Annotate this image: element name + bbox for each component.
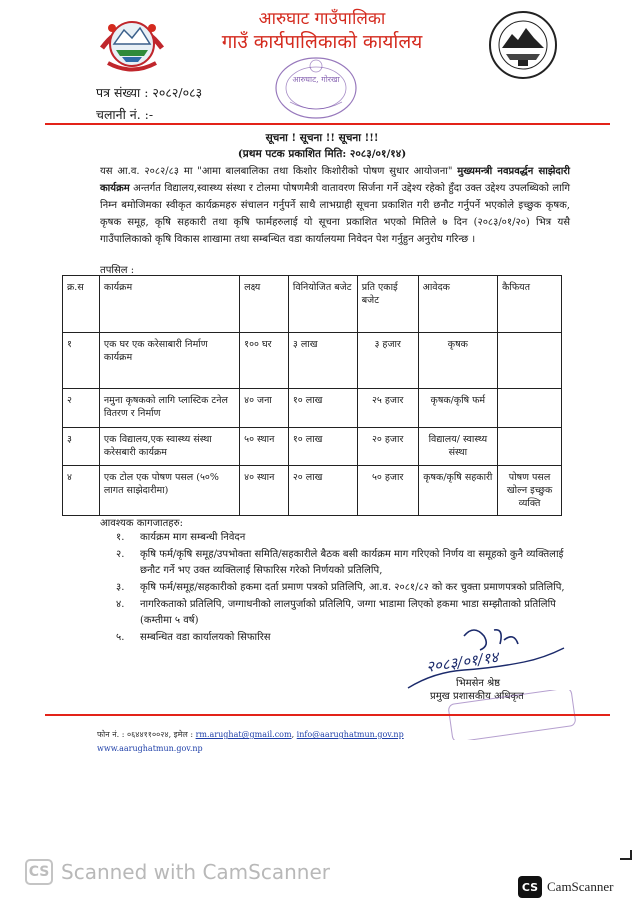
signature-date: २०८३/०१/१४ [425, 648, 500, 676]
row-applicant: कृषक/कृषि सहकारी [418, 466, 498, 516]
notice-body-part1: यस आ.व. २०८२/८३ मा "आमा बालबालिका तथा किशोर किशोरीको पोषण सुधार आयोजना" [100, 166, 458, 177]
chalani-number: चलानी नं. :- [96, 107, 154, 122]
camscanner-badge-icon: CS [518, 876, 542, 898]
header-program: कार्यक्रम [99, 276, 239, 333]
row-program: एक टोल एक पोषण पसल (५०% लागत साझेदारीमा) [99, 466, 239, 516]
footer-email-1[interactable]: rm.arughat@gmail.com [195, 730, 292, 739]
row-program: एक घर एक करेसाबारी निर्माण कार्यक्रम [99, 333, 239, 389]
list-item [116, 530, 566, 546]
row-unit-budget: ५० हजार [357, 466, 418, 516]
list-item-number: ५. [116, 632, 125, 643]
footer-separator: , [291, 730, 297, 739]
header-remarks: कैफियत [498, 276, 562, 333]
header-sn: क्र.स [63, 276, 100, 333]
row-unit-budget: २० हजार [357, 428, 418, 466]
camscanner-badge [518, 876, 613, 898]
stamp-text: आरुघाट, गोरखा [292, 75, 340, 84]
municipality-name: आरुघाट गाउँपालिका [258, 9, 386, 29]
row-unit-budget: ३ हजार [357, 333, 418, 389]
notice-body [100, 163, 570, 248]
signatory-name: भिमसेन श्रेष्ठ [456, 678, 501, 689]
header-applicant: आवेदक [418, 276, 498, 333]
row-remarks [498, 333, 562, 389]
list-item-number: ३. [116, 582, 125, 593]
row-budget: २० लाख [288, 466, 357, 516]
office-stamp [268, 52, 364, 122]
header-divider [45, 123, 610, 125]
program-table [62, 275, 562, 516]
notice-subheading: (प्रथम पटक प्रकाशित मिति: २०८३/०१/१४) [237, 148, 407, 160]
table-header-row [63, 276, 562, 333]
row-sn: ४ [63, 466, 100, 516]
row-sn: १ [63, 333, 100, 389]
tapasil-label: तपसिल : [100, 265, 135, 276]
header-unit-budget: प्रति एकाई बजेट [357, 276, 418, 333]
patra-sankhya: पत्र संख्या : २०८२/०८३ [96, 85, 203, 100]
list-item-number: ४. [116, 599, 125, 610]
row-target: ५० स्थान [240, 428, 289, 466]
row-applicant: कृषक [418, 333, 498, 389]
row-applicant: विद्यालय/ स्वास्थ्य संस्था [418, 428, 498, 466]
row-budget: १० लाख [288, 389, 357, 428]
row-target: १०० घर [240, 333, 289, 389]
camscanner-watermark-text: Scanned with CamScanner [61, 860, 330, 884]
list-item-text: नागरिकताको प्रतिलिपि, जग्गाधनीको लालपुर्जाको प्रतिलिपि, जग्गा भाडामा लिएको हकमा भाडा सम्झौताको प्रतिलिपि (कम्तीमा ५ वर्ष) [140, 599, 556, 626]
header-target: लक्ष्य [240, 276, 289, 333]
camscanner-badge-text: CamScanner [547, 879, 614, 894]
signatory-title: प्रमुख प्रशासकीय अधिकृत [430, 691, 524, 702]
row-sn: २ [63, 389, 100, 428]
row-budget: ३ लाख [288, 333, 357, 389]
notice-body-part2: अन्तर्गत विद्यालय,स्वास्थ्य संस्था र टोलमा पोषणमैत्री वातावरण सिर्जना गर्ने उद्देश्य रहेको हुँदा उक्त उद्देश्य उपलब्धिको लागि निम्न बमोजिमका स्वीकृत कार्यक्रमहरु संचालन गर्नुपर्ने साथै लाभग्राही सूचना प्रकाशित गरी छनौट गर्नुपर्ने भएकोले इच्छुक कृषक, कृषक समूह, कृषि सहकारी तथा कृषि फार्महरुलाई यो सूचना प्रकाशित भएको मितिले ७ दिन (२०८३/०१/२०) भित्र यसै गाउँपालिकाको कृषि विकास शाखामा तथा सम्बन्धित वडा कार्यालयमा निवेदन पेश गर्नुहुन अनुरोध गरिन्छ । [100, 183, 570, 245]
list-item-text: कार्यक्रम माग सम्बन्धी निवेदन [140, 532, 246, 543]
row-target: ४० जना [240, 389, 289, 428]
list-item-text: कृषि फर्म/समूह/सहकारीको हकमा दर्ता प्रमाण पत्रको प्रतिलिपि, आ.व. २०८१/८२ को कर चुक्ता प्रमाणपत्रको प्रतिलिपि, [140, 582, 565, 593]
camscanner-icon: CS [25, 859, 53, 885]
list-item-number: १. [116, 532, 125, 543]
list-item [116, 547, 566, 579]
row-remarks: पोषण पसल खोल्न इच्छुक व्यक्ति [498, 466, 562, 516]
row-sn: ३ [63, 428, 100, 466]
notice-heading: सूचना ! सूचना !! सूचना !!! [265, 132, 379, 144]
header-budget: विनियोजित बजेट [288, 276, 357, 333]
camscanner-watermark [25, 858, 330, 886]
municipality-logo [488, 10, 558, 80]
row-program: नमुना कृषकको लागि प्लास्टिक टनेल वितरण र निर्माण [99, 389, 239, 428]
office-name: गाउँ कार्यपालिकाको कार्यालय [221, 31, 423, 53]
page-corner-mark [620, 850, 632, 860]
list-item-text: सम्बन्धित वडा कार्यालयको सिफारिस [140, 632, 271, 643]
table-row [63, 466, 562, 516]
list-item-text: कृषि फर्म/कृषि समूह/उपभोक्ता समिति/सहकारीले बैठक बसी कार्यक्रम माग गरिएको निर्णय वा समूहको कुनै व्यक्तिलाई छनौट गर्ने भए उक्त व्यक्तिलाई सिफारिस गरेको निर्णयको प्रतिलिपि, [140, 549, 564, 576]
footer-phone: फोन नं. : ०६४४११००२४, इमेल : [97, 730, 196, 739]
footer-email-2[interactable]: info@aarughatmun.gov.np [296, 730, 404, 739]
documents-title: आवश्यक कागजातहरु: [100, 518, 183, 529]
row-applicant: कृषक/कृषि फर्म [418, 389, 498, 428]
row-target: ४० स्थान [240, 466, 289, 516]
footer-contact [97, 729, 404, 740]
row-unit-budget: २५ हजार [357, 389, 418, 428]
list-item [116, 580, 566, 596]
row-budget: १० लाख [288, 428, 357, 466]
row-program: एक विद्यालय,एक स्वास्थ्य संस्था करेसबारी कार्यक्रम [99, 428, 239, 466]
list-item-number: २. [116, 549, 125, 560]
table-row [63, 389, 562, 428]
table-row [63, 333, 562, 389]
row-remarks [498, 428, 562, 466]
table-row [63, 428, 562, 466]
footer-divider [45, 714, 610, 716]
footer-website[interactable]: www.aarughatmun.gov.np [97, 744, 203, 753]
notice-body-bold: मुख्यमन्त्री नवप्रवर्द्धन साझेदारी कार्यक्रम [100, 166, 570, 194]
row-remarks [498, 389, 562, 428]
